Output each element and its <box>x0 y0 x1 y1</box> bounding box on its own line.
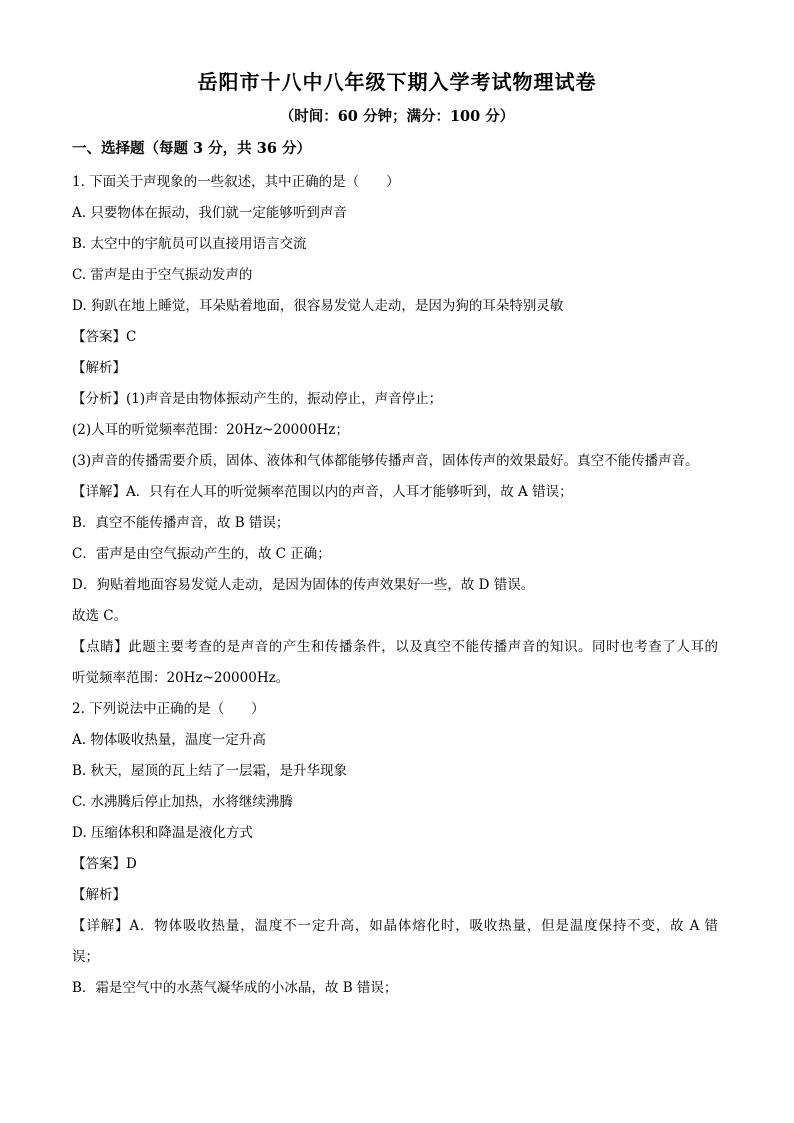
question-1-option-d: D. 狗趴在地上睡觉，耳朵贴着地面，很容易发觉人走动，是因为狗的耳朵特别灵敏 <box>72 298 564 314</box>
question-2-analysis-label: 【解析】 <box>72 887 126 903</box>
question-2-option-b: B. 秋天，屋顶的瓦上结了一层霜，是升华现象 <box>72 763 348 779</box>
question-1-stem: 1. 下面关于声现象的一些叙述，其中正确的是（ ） <box>72 174 400 190</box>
question-1-analysis-line: (3)声音的传播需要介质，固体、液体和气体都能够传播声音，固体传声的效果最好。真空不能传播声音。 <box>72 453 699 469</box>
question-1-analysis-line: (2)人耳的听觉频率范围：20Hz~20000Hz； <box>72 422 349 438</box>
question-2-option-a: A. 物体吸收热量，温度一定升高 <box>72 732 266 748</box>
question-1-detail-line: B．真空不能传播声音，故 B 错误； <box>72 515 290 531</box>
question-1-comment-line: 听觉频率范围：20Hz~20000Hz。 <box>72 670 290 686</box>
question-2-option-d: D. 压缩体积和降温是液化方式 <box>72 825 253 841</box>
page-title: 岳阳市十八中八年级下期入学考试物理试卷 <box>197 70 597 94</box>
question-2-option-c: C. 水沸腾后停止加热，水将继续沸腾 <box>72 794 293 810</box>
question-2-detail-line: 误； <box>72 949 99 965</box>
question-1-detail-line: C．雷声是由空气振动产生的，故 C 正确； <box>72 546 331 562</box>
question-2-detail-line: 【详解】A．物体吸收热量，温度不一定升高，如晶体熔化时，吸收热量，但是温度保持不变，故 A 错 <box>72 918 718 934</box>
question-2-detail-line: B．霜是空气中的水蒸气凝华成的小冰晶，故 B 错误； <box>72 980 398 996</box>
question-2-answer: 【答案】D <box>72 856 137 872</box>
question-1-analysis-label: 【解析】 <box>72 360 126 376</box>
question-2-stem: 2. 下列说法中正确的是（ ） <box>72 701 265 717</box>
question-1-conclusion: 故选 C。 <box>72 608 128 624</box>
question-1-comment-line: 【点睛】此题主要考查的是声音的产生和传播条件，以及真空不能传播声音的知识。同时也考查了人耳的 <box>72 639 718 655</box>
question-1-answer: 【答案】C <box>72 329 137 345</box>
section-heading: 一、选择题（每题 3 分，共 36 分） <box>72 140 311 157</box>
question-1-option-b: B. 太空中的宇航员可以直接用语言交流 <box>72 236 307 252</box>
question-1-analysis-line: 【分析】(1)声音是由物体振动产生的，振动停止，声音停止； <box>72 391 443 407</box>
question-1-option-c: C. 雷声是由于空气振动发声的 <box>72 267 253 283</box>
question-1-detail-line: 【详解】A．只有在人耳的听觉频率范围以内的声音，人耳才能够听到，故 A 错误； <box>72 484 573 500</box>
exam-info: （时间：60 分钟；满分：100 分） <box>279 108 515 125</box>
question-1-detail-line: D．狗贴着地面容易发觉人走动，是因为固体的传声效果好一些，故 D 错误。 <box>72 577 535 593</box>
question-1-option-a: A. 只要物体在振动，我们就一定能够听到声音 <box>72 205 347 221</box>
